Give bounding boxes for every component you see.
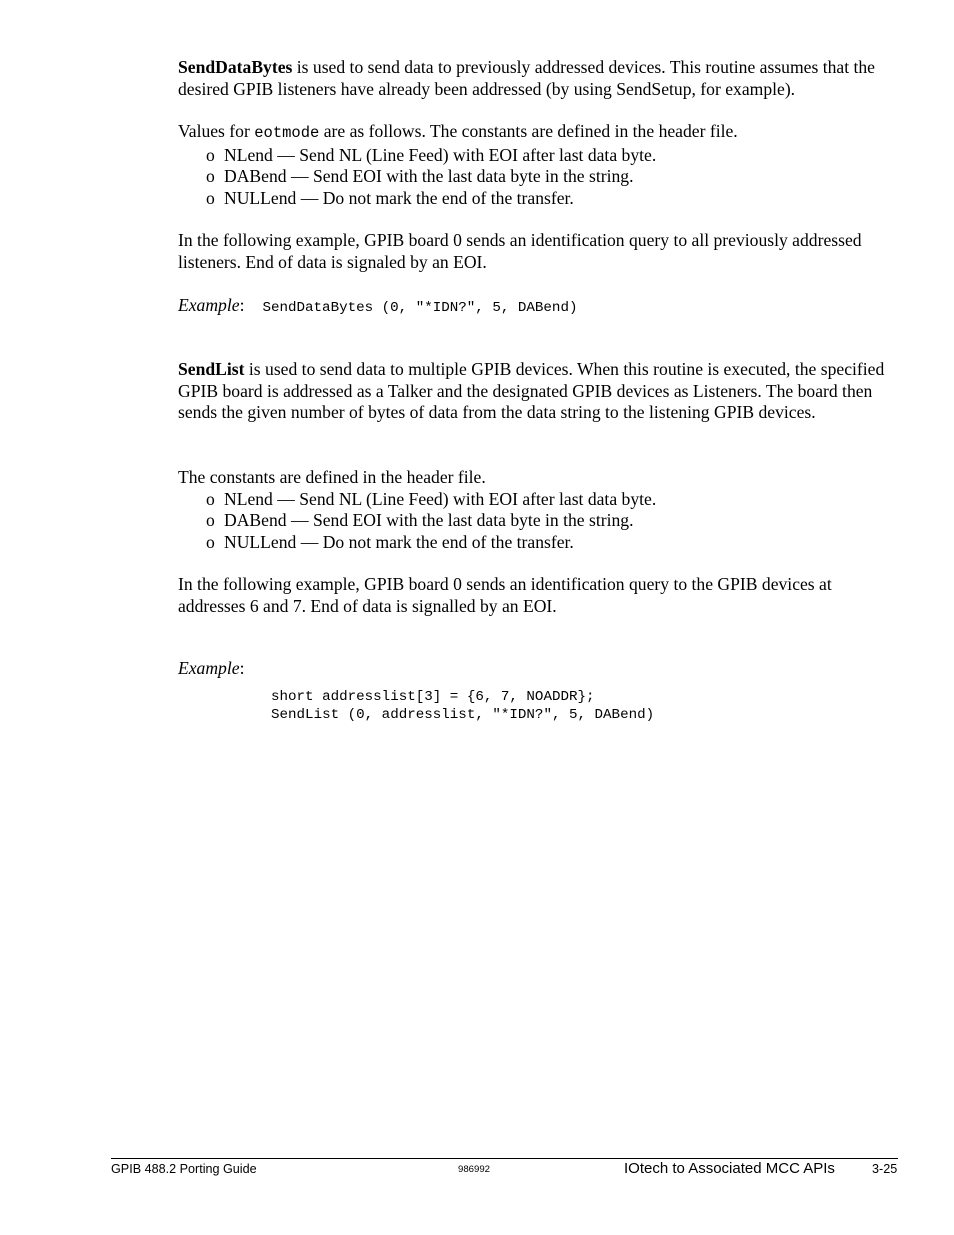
sendlist-code-block xyxy=(271,688,654,724)
senddatabytes-term: SendDataBytes xyxy=(178,57,293,77)
list-item xyxy=(206,188,903,210)
eotmode-values-intro xyxy=(178,121,903,145)
list-item-text: DABend — Send EOI with the last data byte in the string. xyxy=(224,510,634,530)
sendlist-constants-block xyxy=(178,467,903,553)
code-line: SendList (0, addresslist, "*IDN?", 5, DABend) xyxy=(271,707,655,723)
sendlist-options-list xyxy=(178,489,903,554)
footer-page-number: 3-25 xyxy=(872,1162,898,1176)
list-item xyxy=(206,510,903,532)
sendlist-constants-intro: The constants are defined in the header file. xyxy=(178,467,486,487)
list-item-text: NLend — Send NL (Line Feed) with EOI after last data byte. xyxy=(224,488,657,509)
bullet-marker: o xyxy=(206,144,215,165)
sendlist-description-text: is used to send data to multiple GPIB devices. When this routine is executed, the specified GPIB board is addressed as a Talker and the designated GPIB devices as Listeners. The board then sends the given number of bytes of data from the data string to the listening GPIB devices. xyxy=(178,359,885,422)
example-colon: : xyxy=(239,295,245,315)
list-item-text: DABend — Send EOI with the last data byte in the string. xyxy=(224,166,634,186)
example-label: Example xyxy=(178,658,240,678)
list-item xyxy=(206,166,903,188)
senddatabytes-description xyxy=(178,57,903,100)
example-label: Example xyxy=(178,295,240,315)
sendlist-description xyxy=(178,359,903,424)
bullet-marker: o xyxy=(206,510,215,530)
list-item xyxy=(206,532,903,554)
footer-doc-title: GPIB 488.2 Porting Guide xyxy=(111,1162,257,1176)
list-item xyxy=(206,489,903,511)
sendlist-term: SendList xyxy=(178,359,245,379)
list-item-text: NULLend — Do not mark the end of the transfer. xyxy=(224,531,574,552)
eotmode-values-block xyxy=(178,121,903,209)
bullet-marker: o xyxy=(206,488,215,509)
code-line: short addresslist[3] = {6, 7, NOADDR}; xyxy=(271,689,595,705)
bullet-marker: o xyxy=(206,187,215,208)
list-item-text: NULLend — Do not mark the end of the transfer. xyxy=(224,187,574,208)
list-item-text: NLend — Send NL (Line Feed) with EOI after last data byte. xyxy=(224,144,657,165)
example-colon: : xyxy=(239,658,245,678)
eotmode-code: eotmode xyxy=(254,124,320,142)
senddatabytes-example-intro: In the following example, GPIB board 0 sends an identification query to all previously addressed listeners. End of data is signaled by an EOI. xyxy=(178,230,862,272)
senddatabytes-example xyxy=(178,295,903,320)
footer-rule xyxy=(111,1158,898,1159)
bullet-marker: o xyxy=(206,166,215,186)
list-item xyxy=(206,145,903,167)
footer-doc-number: 986992 xyxy=(458,1164,491,1175)
eotmode-values-post: are as follows. The constants are defined in the header file. xyxy=(319,121,738,141)
sendlist-example-intro: In the following example, GPIB board 0 sends an identification query to the GPIB devices at addresses 6 and 7. End of data is signalled by an EOI. xyxy=(178,574,832,616)
code-example: SendDataBytes (0, "*IDN?", 5, DABend) xyxy=(262,300,578,316)
sendlist-example-heading xyxy=(178,658,903,680)
footer-chapter-title: IOtech to Associated MCC APIs xyxy=(624,1160,835,1177)
eotmode-values-pre: Values for xyxy=(178,121,255,141)
bullet-marker: o xyxy=(206,531,215,552)
eotmode-options-list xyxy=(178,145,903,210)
senddatabytes-description-text: is used to send data to previously addressed devices. This routine assumes that the desired GPIB listeners have already been addressed (by using SendSetup, for example). xyxy=(178,57,875,99)
